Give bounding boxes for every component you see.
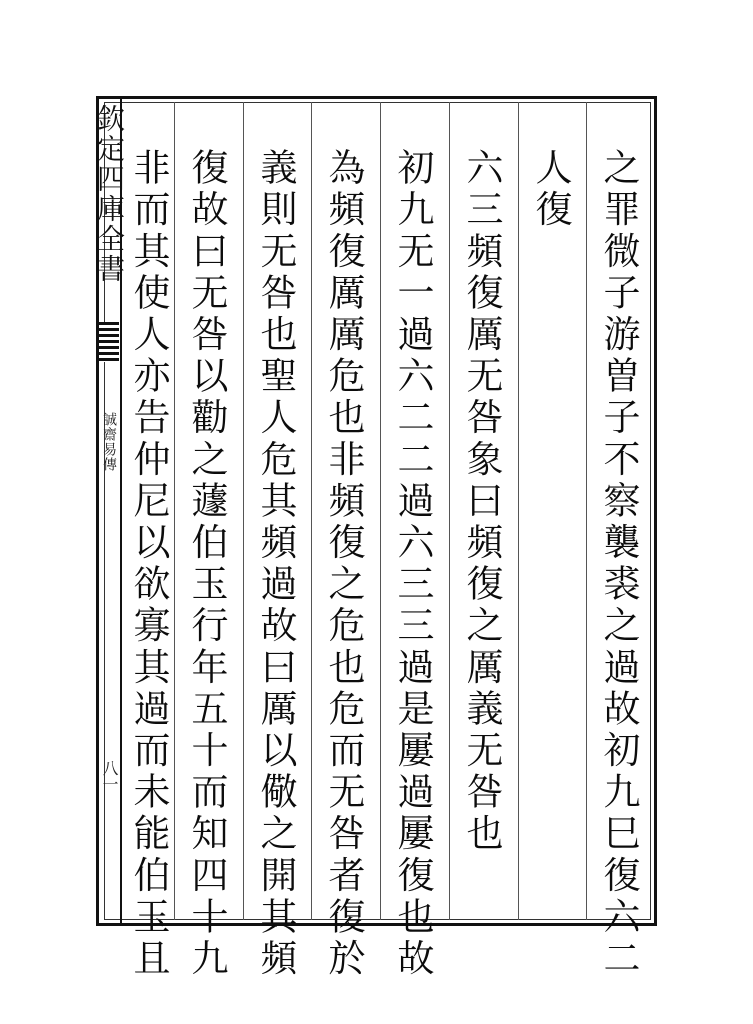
- fish-tail-ornament: [99, 322, 119, 362]
- column-divider: [311, 102, 312, 920]
- margin-book-title: 誠齋易傳: [101, 412, 117, 472]
- margin-collection-title: 欽定四庫全書: [93, 104, 126, 284]
- margin-page-number: 八一: [100, 760, 119, 792]
- text-column-4: 初九无一過六二二過六三三過是屢過屢復也故: [391, 148, 434, 980]
- text-column-7: 復故曰无咎以勸之蘧伯玉行年五十而知四十九: [185, 148, 228, 980]
- text-column-6: 義則无咎也聖人危其頻過故曰厲以儆之開其頻: [254, 148, 297, 980]
- text-column-3: 六三頻復厲无咎象曰頻復之厲義无咎也: [460, 148, 503, 856]
- text-column-5: 為頻復厲厲危也非頻復之危也危而无咎者復於: [322, 148, 365, 980]
- column-divider: [518, 102, 519, 920]
- text-column-2: 人復: [529, 148, 572, 232]
- text-column-1: 之罪微子游曽子不察襲裘之過故初九巳復六二: [597, 148, 640, 980]
- column-divider: [243, 102, 244, 920]
- text-column-8: 非而其使人亦告仲尼以欲寡其過而未能伯玉且: [127, 148, 170, 980]
- column-divider: [586, 102, 587, 920]
- column-divider: [449, 102, 450, 920]
- column-divider: [380, 102, 381, 920]
- column-divider: [174, 102, 175, 920]
